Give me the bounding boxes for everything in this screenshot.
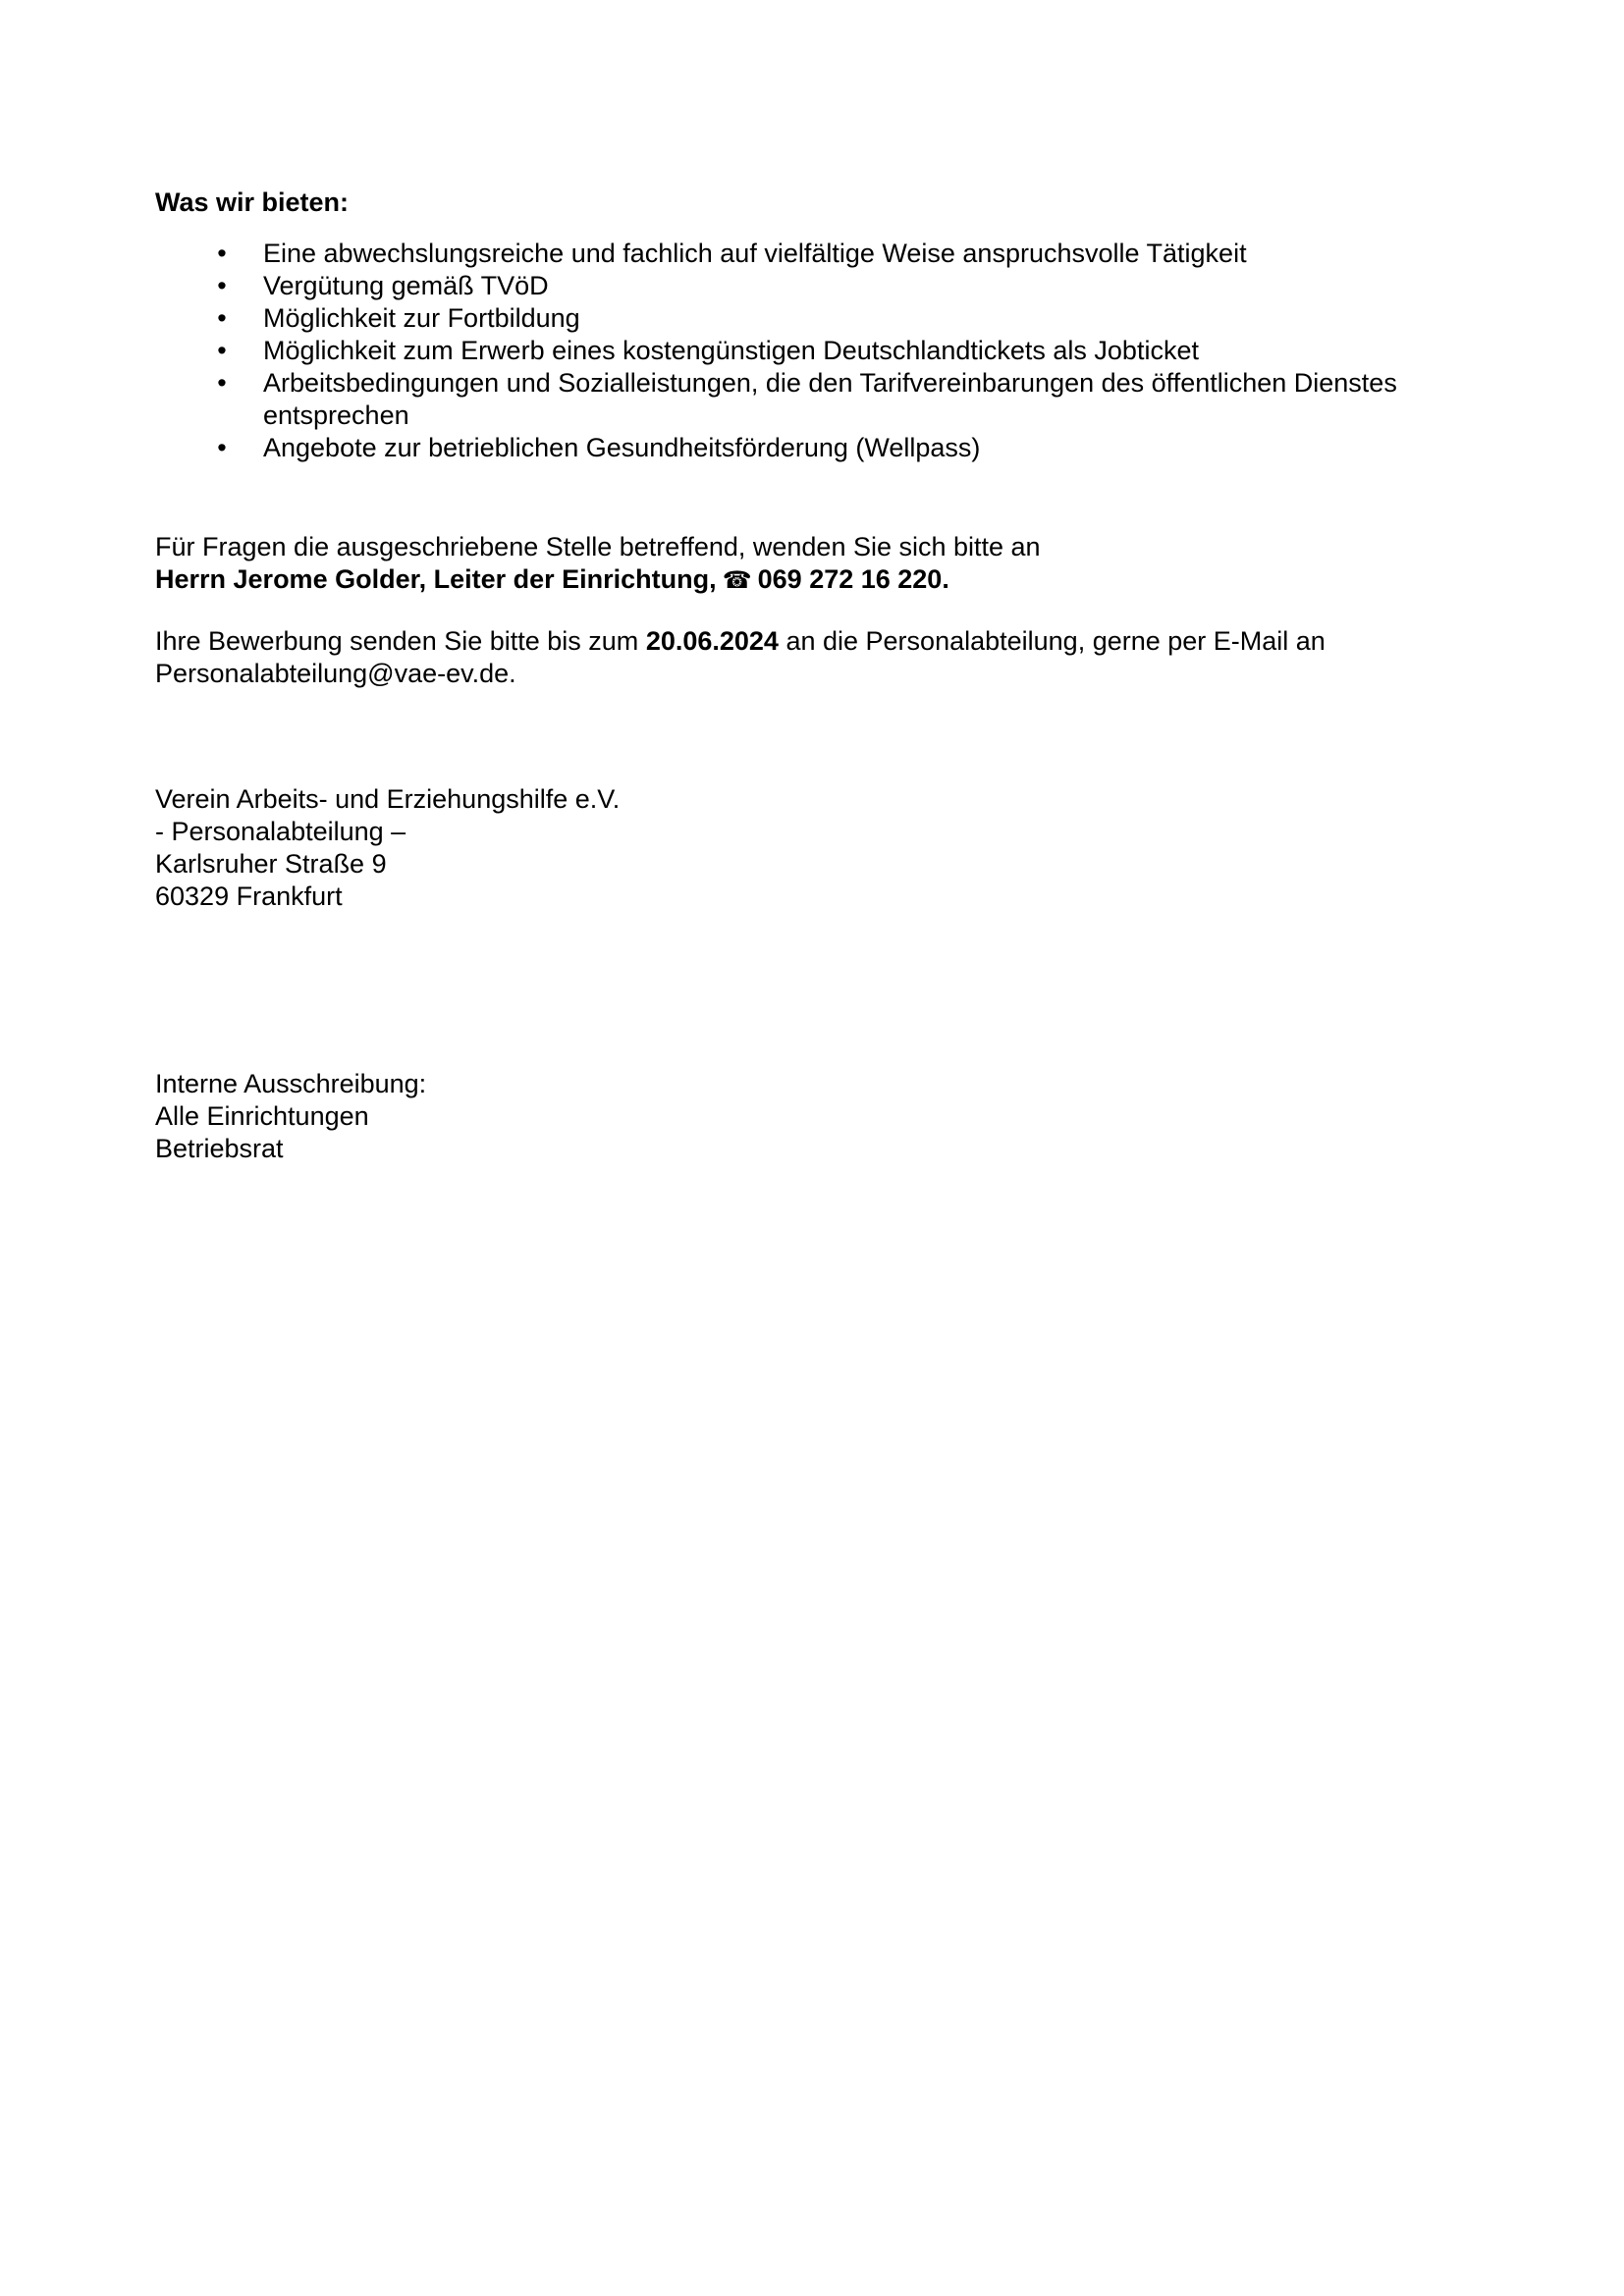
- internal-recipient: Betriebsrat: [155, 1134, 284, 1163]
- offer-heading: Was wir bieten:: [155, 187, 350, 217]
- benefit-text: Möglichkeit zum Erwerb eines kostengünstigen Deutschlandtickets als Jobticket: [263, 336, 1199, 365]
- address-organization: Verein Arbeits- und Erziehungshilfe e.V.: [155, 784, 621, 814]
- list-item: [155, 367, 1471, 432]
- application-text-before: Ihre Bewerbung senden Sie bitte bis zum: [155, 626, 639, 656]
- phone-icon: ☎: [722, 566, 752, 594]
- bullet-icon: •: [217, 433, 227, 462]
- list-item: [155, 432, 1471, 464]
- application-line: [155, 625, 1471, 658]
- benefit-text: Angebote zur betrieblichen Gesundheitsförderung (Wellpass): [263, 433, 981, 462]
- bullet-icon: •: [217, 303, 227, 333]
- bullet-icon: •: [217, 368, 227, 398]
- application-deadline: 20.06.2024: [645, 626, 779, 656]
- contact-intro: Für Fragen die ausgeschriebene Stelle betreffend, wenden Sie sich bitte an: [155, 532, 1041, 561]
- bullet-icon: •: [217, 239, 227, 268]
- bullet-icon: •: [217, 336, 227, 365]
- list-item: [155, 270, 1471, 302]
- benefit-text: Vergütung gemäß TVöD: [263, 271, 549, 300]
- benefit-text: Arbeitsbedingungen und Sozialleistungen, die den Tarifvereinbarungen des öffentlichen Dienstes entsprechen: [263, 368, 1397, 430]
- application-paragraph: [155, 625, 1471, 690]
- bullet-icon: •: [217, 271, 227, 300]
- address-city: 60329 Frankfurt: [155, 881, 343, 911]
- contact-person-line: [155, 563, 1471, 597]
- contact-person: Herrn Jerome Golder, Leiter der Einrichtung,: [155, 564, 717, 594]
- address-department: - Personalabteilung –: [155, 817, 406, 846]
- address-street: Karlsruher Straße 9: [155, 849, 387, 879]
- contact-phone: 069 272 16 220.: [757, 564, 949, 594]
- benefit-text: Möglichkeit zur Fortbildung: [263, 303, 580, 333]
- benefit-text: Eine abwechslungsreiche und fachlich auf vielfältige Weise anspruchsvolle Tätigkeit: [263, 239, 1247, 268]
- internal-posting-label: Interne Ausschreibung:: [155, 1069, 427, 1098]
- internal-posting: [155, 1068, 941, 1165]
- list-item: [155, 238, 1471, 270]
- contact-paragraph: [155, 531, 1471, 597]
- application-email[interactable]: Personalabteilung@vae-ev.de.: [155, 659, 516, 688]
- postal-address: [155, 783, 941, 913]
- benefits-list: [155, 238, 1471, 464]
- internal-recipient: Alle Einrichtungen: [155, 1101, 369, 1131]
- list-item: [155, 335, 1471, 367]
- application-text-after: an die Personalabteilung, gerne per E-Mail an: [785, 626, 1326, 656]
- list-item: [155, 302, 1471, 335]
